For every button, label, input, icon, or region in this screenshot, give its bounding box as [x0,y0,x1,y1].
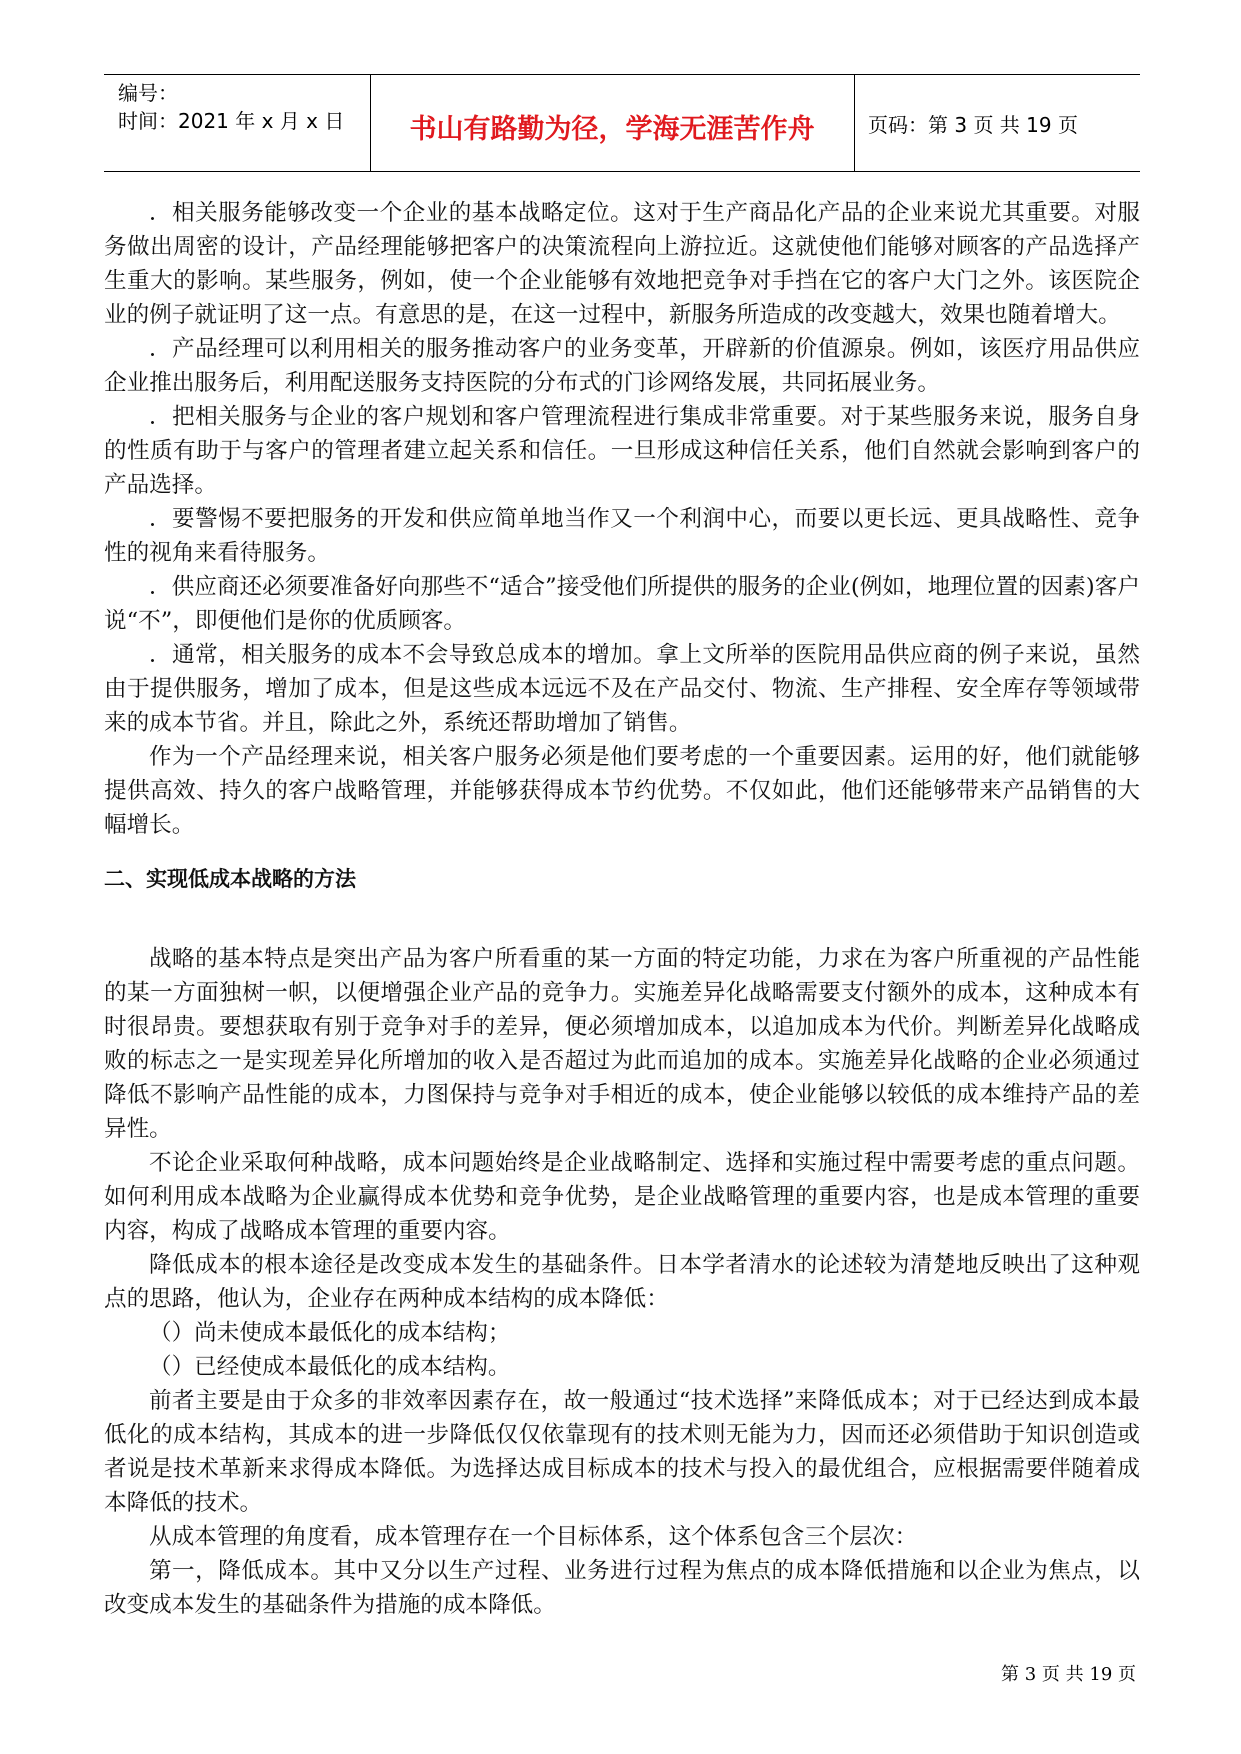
list-item: （）已经使成本最低化的成本结构。 [149,1354,511,1380]
page-footer: 第 3 页 共 19 页 [1001,1664,1136,1685]
document-body [104,196,1140,1622]
body-paragraph: 前者主要是由于众多的非效率因素存在，故一般通过“技术选择”来降低成本；对于已经达到成本最低化的成本结构，其成本的进一步降低仅仅依靠现有的技术则无能为力，因而还必须借助于知识创造或者说是技术革新来求得成本降低。为选择达成目标成本的技术与投入的最优组合，应根据需要伴随着成本降低的技术。 [104,1388,1140,1516]
body-paragraph: 战略的基本特点是突出产品为客户所看重的某一方面的特定功能，力求在为客户所重视的产品性能的某一方面独树一帜，以便增强企业产品的竞争力。实施差异化战略需要支付额外的成本，这种成本有时很昂贵。要想获取有别于竞争对手的差异，便必须增加成本，以追加成本为代价。判断差异化战略成败的标志之一是实现差异化所增加的收入是否超过为此而追加的成本。实施差异化战略的企业必须通过降低不影响产品性能的成本，力图保持与竞争对手相近的成本，使企业能够以较低的成本维持产品的差异性。 [104,946,1140,1142]
list-item: （）尚未使成本最低化的成本结构； [149,1320,511,1346]
header-page-info: 页码：第 3 页 共 19 页 [868,113,1078,137]
body-paragraph: ．产品经理可以利用相关的服务推动客户的业务变革，开辟新的价值源泉。例如，该医疗用品供应企业推出服务后，利用配送服务支持医院的分布式的门诊网络发展，共同拓展业务。 [104,336,1140,396]
body-paragraph: 作为一个产品经理来说，相关客户服务必须是他们要考虑的一个重要因素。运用的好，他们就能够提供高效、持久的客户战略管理，并能够获得成本节约优势。不仅如此，他们还能够带来产品销售的大幅增长。 [104,744,1140,838]
body-paragraph: ．要警惕不要把服务的开发和供应简单地当作又一个利润中心，而要以更长远、更具战略性、竞争性的视角来看待服务。 [104,506,1140,566]
body-paragraph: ．通常，相关服务的成本不会导致总成本的增加。拿上文所举的医院用品供应商的例子来说，虽然由于提供服务，增加了成本，但是这些成本远远不及在产品交付、物流、生产排程、安全库存等领域带来的成本节省。并且，除此之外，系统还帮助增加了销售。 [104,642,1140,736]
body-paragraph: 降低成本的根本途径是改变成本发生的基础条件。日本学者清水的论述较为清楚地反映出了这种观点的思路，他认为，企业存在两种成本结构的成本降低： [104,1252,1140,1312]
body-paragraph: 第一，降低成本。其中又分以生产过程、业务进行过程为焦点的成本降低措施和以企业为焦点，以改变成本发生的基础条件为措施的成本降低。 [104,1558,1140,1618]
document-number-label: 编号： [118,81,178,105]
body-paragraph: ．把相关服务与企业的客户规划和客户管理流程进行集成非常重要。对于某些服务来说，服务自身的性质有助于与客户的管理者建立起关系和信任。一旦形成这种信任关系，他们自然就会影响到客户的产品选择。 [104,404,1140,498]
section-heading: 二、实现低成本战略的方法 [104,867,356,891]
header-meta-cell [104,75,371,171]
header-page-cell [854,75,1140,171]
document-time-label: 时间：2021 年 x 月 x 日 [118,109,345,133]
header-motto: 书山有路勤为径，学海无涯苦作舟 [409,114,815,145]
body-paragraph: 从成本管理的角度看，成本管理存在一个目标体系，这个体系包含三个层次： [149,1524,918,1550]
header-motto-cell [370,75,855,171]
body-paragraph: ．供应商还必须要准备好向那些不“适合”接受他们所提供的服务的企业(例如，地理位置的因素)客户说“不”，即便他们是你的优质顾客。 [104,574,1140,634]
page-header [104,74,1140,172]
body-paragraph: 不论企业采取何种战略，成本问题始终是企业战略制定、选择和实施过程中需要考虑的重点问题。如何利用成本战略为企业赢得成本优势和竞争优势，是企业战略管理的重要内容，也是成本管理的重要内容，构成了战略成本管理的重要内容。 [104,1150,1140,1244]
body-paragraph: ．相关服务能够改变一个企业的基本战略定位。这对于生产商品化产品的企业来说尤其重要。对服务做出周密的设计，产品经理能够把客户的决策流程向上游拉近。这就使他们能够对顾客的产品选择产生重大的影响。某些服务，例如，使一个企业能够有效地把竞争对手挡在它的客户大门之外。该医院企业的例子就证明了这一点。有意思的是，在这一过程中，新服务所造成的改变越大，效果也随着增大。 [104,200,1140,328]
